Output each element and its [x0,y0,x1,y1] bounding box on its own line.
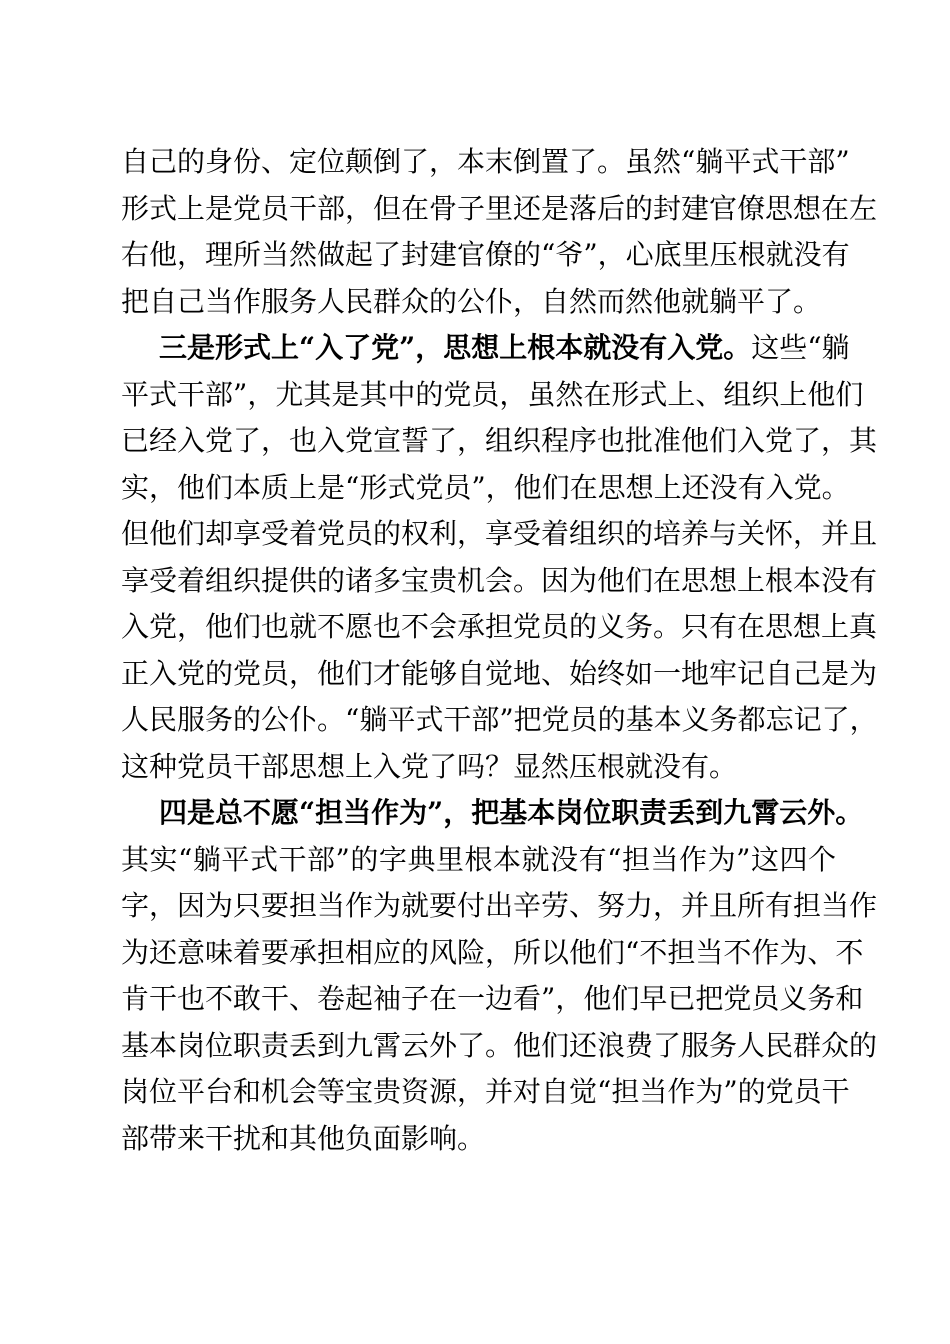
text-line: 肯干也不敢干、卷起袖子在一边看”，他们早已把党员义务和 [121,982,864,1015]
text-line [121,790,864,837]
text-line: 正入党的党员，他们才能够自觉地、始终如一地牢记自己是为 [121,656,878,690]
text-line: 享受着组织提供的诸多宝贵机会。因为他们在思想上根本没有 [121,563,878,597]
text-line: 形式上是党员干部，但在骨子里还是落后的封建官僚思想在左 [121,191,878,225]
paragraph-1 [121,139,878,325]
text-line: 入党，他们也就不愿也不会承担党员的义务。只有在思想上真 [121,610,878,643]
text-line: 平式干部”，尤其是其中的党员，虽然在形式上、组织上他们 [121,377,864,411]
paragraph-lead-rest: 这些“躺 [751,331,850,364]
paragraph-3 [121,790,878,1162]
paragraph-lead-heading: 四是总不愿“担当作为”，把基本岗位职责丢到九霄云外。 [159,796,864,829]
text-line: 字，因为只要担当作为就要付出辛劳、努力，并且所有担当作 [121,889,878,922]
text-line: 部带来干扰和其他负面影响。 [121,1121,486,1155]
text-line: 右他，理所当然做起了封建官僚的“爷”，心底里压根就没有 [121,238,850,271]
text-line [121,325,850,372]
paragraph-2 [121,325,878,790]
text-line: 基本岗位职责丢到九霄云外了。他们还浪费了服务人民群众的 [121,1028,878,1062]
text-line: 但他们却享受着党员的权利，享受着组织的培养与关怀，并且 [121,517,878,550]
text-line: 为还意味着要承担相应的风险，所以他们“不担当不作为、不 [121,935,864,969]
document-body [121,139,878,1162]
text-line: 这种党员干部思想上入党了吗？显然压根就没有。 [121,749,738,783]
text-line: 已经入党了，也入党宣誓了，组织程序也批准他们入党了，其 [121,424,878,457]
text-line: 实，他们本质上是“形式党员”，他们在思想上还没有入党。 [121,470,850,504]
text-line: 自己的身份、定位颠倒了，本末倒置了。虽然“躺平式干部” [121,145,850,178]
text-line: 人民服务的公仆。“躺平式干部”把党员的基本义务都忘记了， [121,703,878,736]
text-line: 岗位平台和机会等宝贵资源，并对自觉“担当作为”的党员干 [121,1075,850,1108]
text-line: 把自己当作服务人民群众的公仆，自然而然他就躺平了。 [121,284,822,318]
text-line: 其实“躺平式干部”的字典里根本就没有“担当作为”这四个 [121,842,836,876]
paragraph-lead-heading: 三是形式上“入了党”，思想上根本就没有入党。 [159,331,752,364]
